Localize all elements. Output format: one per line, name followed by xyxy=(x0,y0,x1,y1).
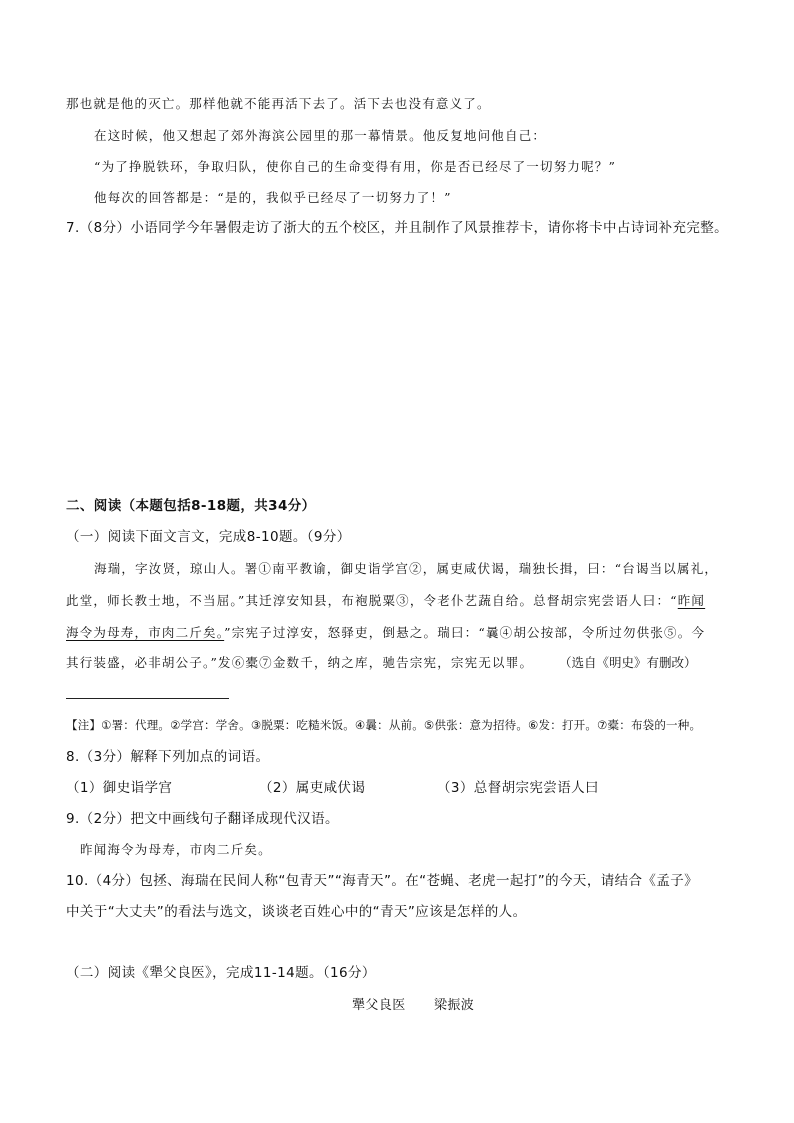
question-10-line-2: 中关于“大丈夫”的看法与选文，谈谈老百姓心中的“青天”应该是怎样的人。 xyxy=(66,904,527,920)
q9-sentence: 昨闻海令为母寿，市肉二斤矣。 xyxy=(80,842,272,857)
q8-item-2: （2）属吏咸伏谒 xyxy=(259,780,366,796)
classical-text-line-2 xyxy=(66,595,705,608)
classical-text-line-1: 海瑞，字汝贤，琼山人。署①南平教谕，御史诣学宫②，属吏咸伏谒，瑞独长揖，曰：“台谒当以属礼， xyxy=(94,561,719,576)
part-2-heading: （二）阅读《犟父良医》，完成11-14题。（16分） xyxy=(66,965,376,981)
source-citation: （选自《明史》有删改） xyxy=(559,655,697,670)
question-7: 7.（8分）小语同学今年暑假走访了浙大的五个校区，并且制作了风景推荐卡，请你将卡中占诗词补充完整。 xyxy=(66,220,729,236)
annotation-note: 【注】①署：代理。②学宫：学舍。③脱粟：吃糙米饭。④曩：从前。⑤供张：意为招待。⑥发：打开。⑦橐：布袋的一种。 xyxy=(66,718,702,732)
q8-item-1: （1）御史诣学宫 xyxy=(66,780,173,796)
section-2-title: 二、阅读（本题包括8-18题，共34分） xyxy=(66,498,316,514)
article-author: 梁振波 xyxy=(434,998,475,1013)
q8-item-3: （3）总督胡宗宪尝语人曰 xyxy=(437,780,599,796)
underlined-sentence-part-2: 海令为母寿，市肉二斤矣。 xyxy=(66,625,225,640)
question-8: 8.（3分）解释下列加点的词语。 xyxy=(66,749,270,765)
article-title: 犟父良医 xyxy=(352,998,406,1013)
footnote-rule xyxy=(66,698,229,699)
part-1-heading: （一）阅读下面文言文，完成8-10题。（9分） xyxy=(66,529,351,545)
question-9: 9.（2分）把文中画线句子翻译成现代汉语。 xyxy=(66,811,339,827)
passage-line-4: 他每次的回答都是：“是的，我似乎已经尽了一切努力了！” xyxy=(94,190,452,205)
question-10-line-1: 10.（4分）包拯、海瑞在民间人称“包青天”“海青天”。在“苍蝇、老虎一起打”的今天，请结合《孟子》 xyxy=(66,873,699,889)
passage-line-3: “为了挣脱铁环，争取归队，使你自己的生命变得有用，你是否已经尽了一切努力呢？” xyxy=(94,159,617,174)
classical-text-line-2-main: 此堂，师长教士地，不当屈。”其迁淳安知县，布袍脱粟③，令老仆艺蔬自给。总督胡宗宪尝语人曰：“ xyxy=(66,593,678,608)
classical-text-line-4: 其行装盛，必非胡公子。”发⑥橐⑦金数千，纳之库，驰告宗宪，宗宪无以罪。 xyxy=(66,655,534,670)
underlined-sentence-part-1: 昨闻 xyxy=(677,593,706,608)
classical-text-line-3 xyxy=(66,627,705,640)
passage-line-2: 在这时候，他又想起了郊外海滨公园里的那一幕情景。他反复地问他自己： xyxy=(94,128,547,143)
passage-line-1: 那也就是他的灭亡。那样他就不能再活下去了。活下去也没有意义了。 xyxy=(66,96,491,111)
classical-text-line-3-rest: ”宗宪子过淳安，怒驿吏，倒悬之。瑞曰：“曩④胡公按部，令所过勿供张⑤。今 xyxy=(224,625,706,640)
